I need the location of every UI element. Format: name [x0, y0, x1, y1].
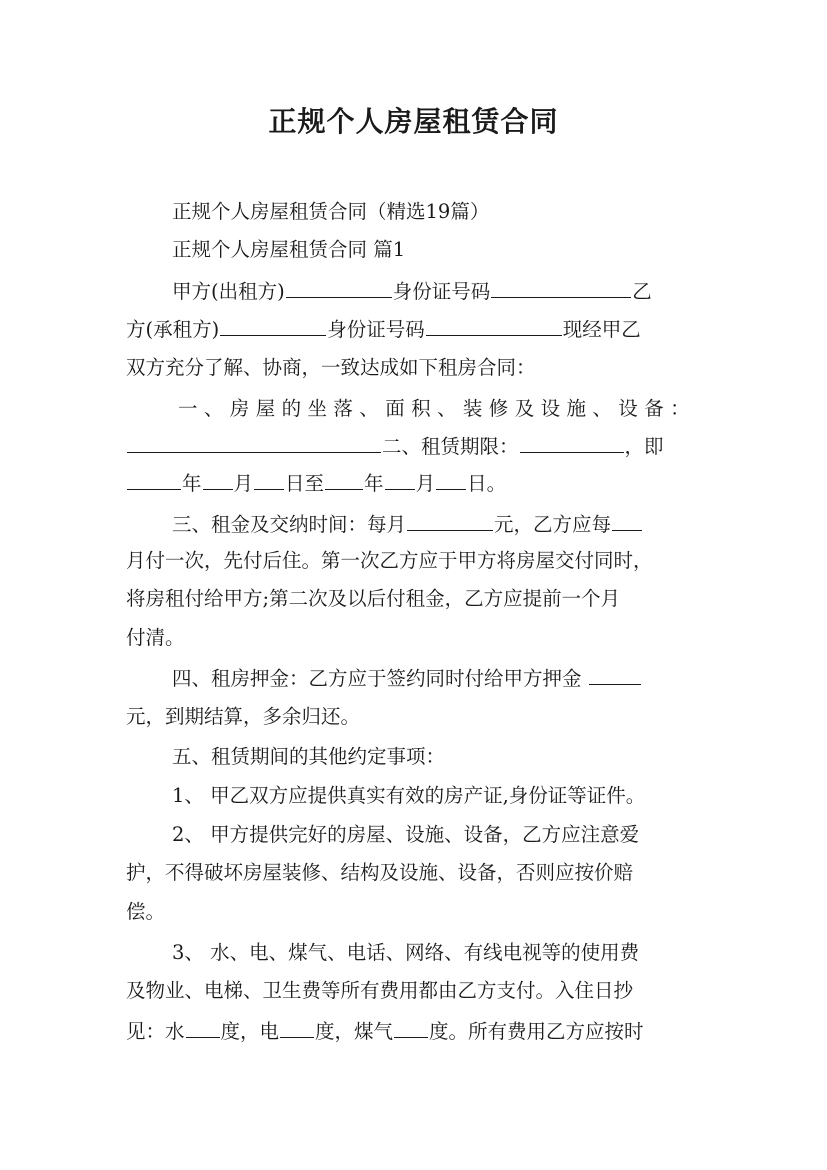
- blank-underline: [280, 1018, 314, 1038]
- meter-reading-line: 见：水 度，电 度，煤气 度。所有费用乙方应按时: [126, 1020, 644, 1043]
- paragraph-line: 元，到期结算，多余归还。: [126, 705, 361, 728]
- clause-1-line: 一、房屋的坐落、面积、装修及设施、设备：: [178, 397, 697, 420]
- party-b-line: 方(承租方) 身份证号码 现经甲乙: [126, 318, 641, 341]
- blank-underline: [220, 316, 326, 336]
- blank-underline: [127, 470, 181, 490]
- blank-underline: [385, 470, 415, 490]
- blank-underline: [426, 316, 562, 336]
- section-heading: 正规个人房屋租赁合同 篇1: [172, 238, 406, 261]
- paragraph-line: 月付一次，先付后住。第一次乙方应于甲方将房屋交付同时，: [126, 549, 653, 572]
- item-3-line: 3、 水、电、煤气、电话、网络、有线电视等的使用费: [172, 941, 640, 964]
- blank-underline: [612, 511, 642, 531]
- blank-underline: [127, 433, 381, 453]
- blank-underline: [520, 433, 624, 453]
- paragraph-line: 偿。: [126, 900, 166, 923]
- blank-underline: [491, 278, 631, 298]
- blank-underline: [589, 665, 641, 685]
- paragraph-line: 双方充分了解、协商，一致达成如下租房合同：: [126, 356, 536, 379]
- blank-underline: [254, 470, 284, 490]
- item-1-line: 1、 甲乙双方应提供真实有效的房产证,身份证等证件。: [172, 784, 646, 807]
- blank-underline: [436, 470, 466, 490]
- blank-underline: [203, 470, 233, 490]
- item-2-line: 2、 甲方提供完好的房屋、设施、设备，乙方应注意爱: [172, 823, 640, 846]
- paragraph-line: 将房租付给甲方;第二次及以后付租金，乙方应提前一个月: [126, 587, 621, 610]
- clause-3-line: 三、租金及交纳时间：每月 元，乙方应每: [172, 511, 643, 538]
- blank-underline: [394, 1018, 428, 1038]
- blank-underline: [186, 1018, 220, 1038]
- blank-underline: [407, 511, 493, 531]
- date-range-line: 年 月 日至 年 月 日。: [126, 470, 506, 497]
- clause-5-heading: 五、租赁期间的其他约定事项：: [172, 745, 446, 768]
- subtitle-line: 正规个人房屋租赁合同（精选19篇）: [172, 200, 490, 223]
- blank-underline: [286, 278, 392, 298]
- paragraph-line: 护，不得破坏房屋装修、结构及设施、设备，否则应按价赔: [126, 861, 634, 884]
- paragraph-line: 及物业、电梯、卫生费等所有费用都由乙方支付。入住日抄: [126, 979, 634, 1002]
- paragraph-line: 付清。: [126, 626, 185, 649]
- document-title: 正规个人房屋租赁合同: [268, 105, 559, 138]
- blank-underline: [325, 470, 363, 490]
- clause-4-line: 四、租房押金：乙方应于签约同时付给甲方押金: [172, 665, 642, 692]
- party-a-line: 甲方(出租方) 身份证号码 乙: [172, 280, 652, 303]
- clause-2-line: 二、租赁期限： ，即: [126, 433, 664, 460]
